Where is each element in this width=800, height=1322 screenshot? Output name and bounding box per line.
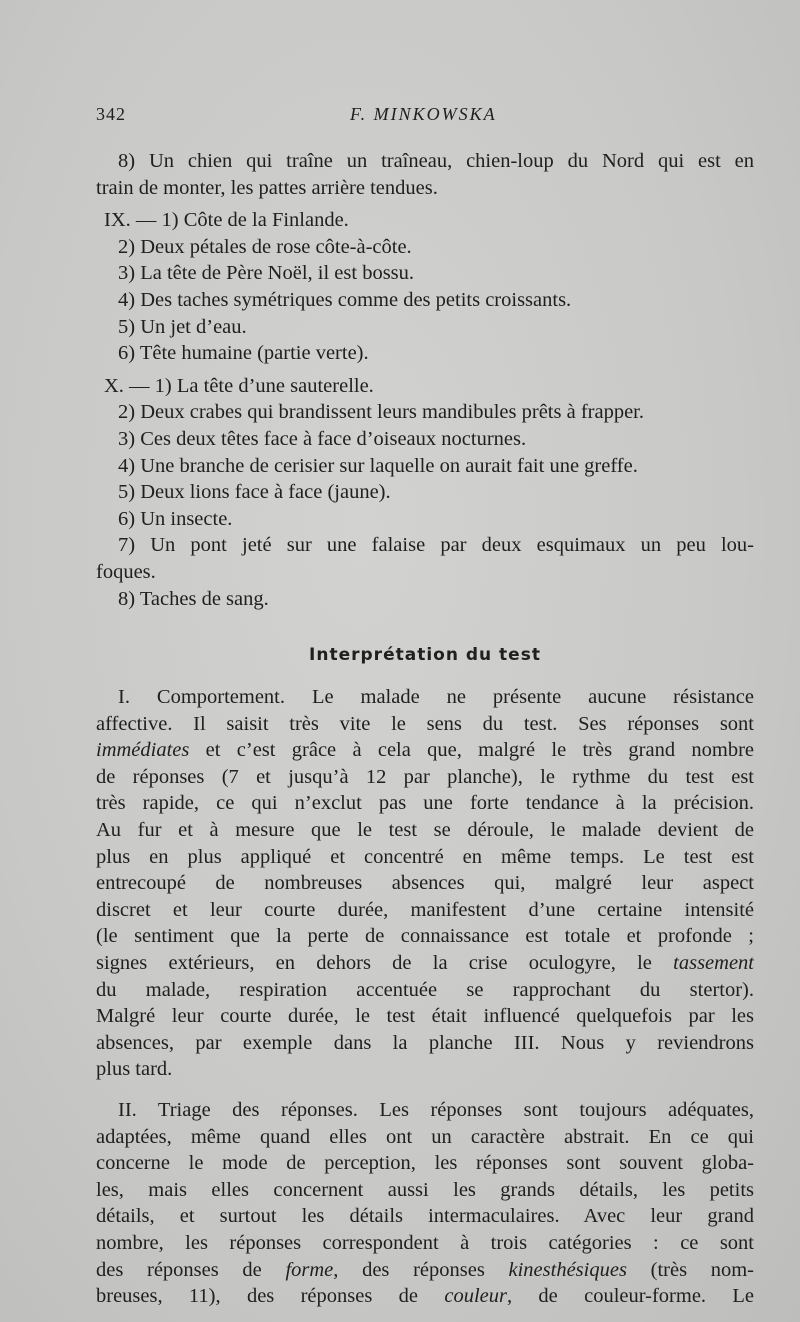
paragraph-line: affective. Il saisit très vite le sens du test. Ses réponses sont xyxy=(96,712,754,735)
list-item: 6) Un insecte. xyxy=(118,507,233,530)
plate-ix-heading: IX. — 1) Côte de la Finlande. xyxy=(104,209,349,232)
list-item-continuation: train de monter, les pattes arrière tendues. xyxy=(96,176,438,199)
paragraph-line: breuses, 11), des réponses de couleur, de couleur-forme. Le xyxy=(96,1285,754,1308)
running-title: F. MINKOWSKA xyxy=(350,104,497,124)
list-item: 3) La tête de Père Noël, il est bossu. xyxy=(118,262,415,285)
paragraph-line: de réponses (7 et jusqu’à 12 par planche), le rythme du test est xyxy=(96,765,754,788)
list-item: 4) Des taches symétriques comme des petits croissants. xyxy=(118,288,572,311)
body-text xyxy=(96,148,754,1310)
paragraph-line: immédiates et c’est grâce à cela que, malgré le très grand nombre xyxy=(96,739,754,762)
paragraph-line: nombre, les réponses correspondent à trois catégories : ce sont xyxy=(96,1231,754,1254)
paragraph-line: les, mais elles concernent aussi les grands détails, les petits xyxy=(96,1178,754,1201)
list-item: 6) Tête humaine (partie verte). xyxy=(118,342,369,365)
paragraph-line: I. Comportement. Le malade ne présente aucune résistance xyxy=(118,686,754,709)
paragraph-line: plus en plus appliqué et concentré en même temps. Le test est xyxy=(96,845,754,868)
plate-x-heading: X. — 1) La tête d’une sauterelle. xyxy=(104,374,374,397)
running-header xyxy=(96,104,516,132)
paragraph-line: du malade, respiration accentuée se rapprochant du stertor). xyxy=(96,978,754,1001)
paragraph-line: absences, par exemple dans la planche III. Nous y reviendrons xyxy=(96,1031,754,1054)
paragraph-line: discret et leur courte durée, manifestent d’une certaine intensité xyxy=(96,898,754,921)
list-item: 8) Taches de sang. xyxy=(118,587,269,610)
paragraph-line: adaptées, même quand elles ont un caractère abstrait. En ce qui xyxy=(96,1125,754,1148)
paragraph-line: signes extérieurs, en dehors de la crise oculogyre, le tassement xyxy=(96,952,754,975)
paragraph-line: des réponses de forme, des réponses kinesthésiques (très nom- xyxy=(96,1258,754,1281)
list-item: 2) Deux pétales de rose côte-à-côte. xyxy=(118,235,412,258)
list-item: 3) Ces deux têtes face à face d’oiseaux nocturnes. xyxy=(118,427,527,450)
list-item: 8) Un chien qui traîne un traîneau, chien-loup du Nord qui est en xyxy=(118,150,754,172)
paragraph-line: Malgré leur courte durée, le test était influencé quelquefois par les xyxy=(96,1005,754,1028)
list-item: 5) Deux lions face à face (jaune). xyxy=(118,481,391,504)
paragraph-line: plus tard. xyxy=(96,1058,173,1081)
italic-term: kinesthésiques xyxy=(508,1258,627,1281)
list-item: 4) Une branche de cerisier sur laquelle on aurait fait une greffe. xyxy=(118,454,638,477)
paragraph-line: Au fur et à mesure que le test se déroule, le malade devient de xyxy=(96,819,754,842)
list-item: 5) Un jet d’eau. xyxy=(118,315,247,338)
list-item-continuation: foques. xyxy=(96,560,156,583)
italic-term: couleur xyxy=(444,1285,507,1308)
paragraph-line: entrecoupé de nombreuses absences qui, malgré leur aspect xyxy=(96,872,754,895)
italic-term: tassement xyxy=(673,952,754,975)
list-item: 7) Un pont jeté sur une falaise par deux esquimaux un peu lou- xyxy=(118,534,754,557)
page-number: 342 xyxy=(96,104,126,124)
paragraph-line: concerne le mode de perception, les réponses sont souvent globa- xyxy=(96,1152,754,1175)
paragraph-line: (le sentiment que la perte de connaissance est totale et profonde ; xyxy=(96,925,754,948)
italic-term: forme xyxy=(285,1258,334,1281)
paragraph-line: détails, et surtout les détails intermaculaires. Avec leur grand xyxy=(96,1205,754,1228)
section-heading: Interprétation du test xyxy=(309,645,541,666)
list-item: 2) Deux crabes qui brandissent leurs mandibules prêts à frapper. xyxy=(118,401,645,424)
paragraph-line: II. Triage des réponses. Les réponses sont toujours adéquates, xyxy=(118,1099,754,1121)
italic-term: immédiates xyxy=(96,739,190,762)
paragraph-line: très rapide, ce qui n’exclut pas une forte tendance à la précision. xyxy=(96,792,754,815)
